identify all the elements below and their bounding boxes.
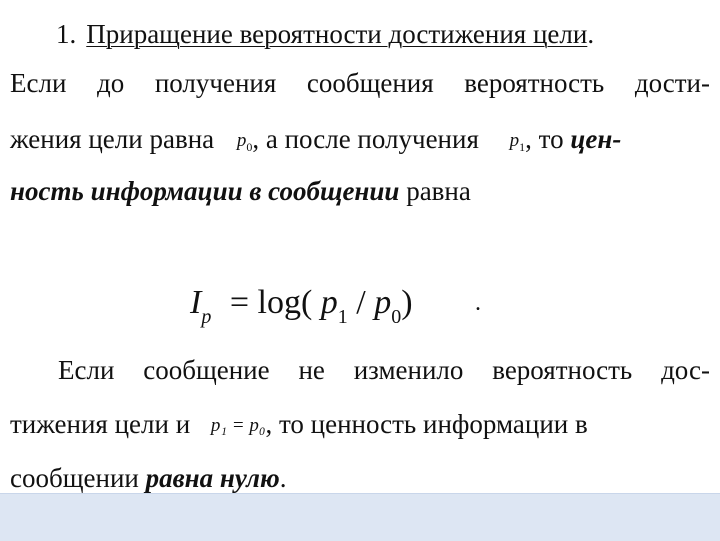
word: сообщения <box>306 68 434 98</box>
paragraph-2-line-1 <box>58 353 710 387</box>
paragraph-2-line-3 <box>10 461 710 495</box>
word: получения <box>154 68 277 98</box>
footer-band <box>0 493 720 541</box>
heading-text: Приращение вероятности достижения цели <box>86 19 588 49</box>
formula-subscript: 0 <box>391 306 402 328</box>
formula-subscript: 1 <box>337 306 348 328</box>
paragraph-1-line-3 <box>10 174 710 208</box>
formula-dot: . <box>475 290 481 316</box>
paragraph-1-line-1 <box>10 66 710 100</box>
formula-log: log( <box>257 284 313 321</box>
word: вероятность <box>464 68 605 98</box>
emphasis-text: ность информации в сообщении <box>10 176 400 206</box>
paragraph-1-line-2 <box>10 122 710 166</box>
word: не <box>298 355 325 385</box>
text-segment: тижения цели и <box>10 409 191 439</box>
formula-symbol: I <box>190 284 202 321</box>
text-segment: , а после получения <box>252 124 479 154</box>
paragraph-2-line-2 <box>10 407 710 445</box>
heading-period: . <box>587 19 595 49</box>
text-segment: жения цели равна <box>10 124 215 154</box>
word: сообщение <box>143 355 270 385</box>
word: Если <box>58 355 115 385</box>
formula-slash: / <box>356 284 366 321</box>
formula-paren: ) <box>401 284 413 321</box>
emphasis-text: цен- <box>570 124 622 154</box>
text-segment: равна <box>399 176 471 206</box>
word: вероятность <box>492 355 633 385</box>
formula-symbol: p <box>374 284 392 321</box>
formula-symbol: p <box>320 284 338 321</box>
condition-expression: p₁ = p₀ <box>210 415 266 436</box>
word: дости- <box>634 68 710 98</box>
heading-number: 1. <box>56 19 77 49</box>
formula-equals: = <box>229 284 250 321</box>
text-segment: , то ценность информации в <box>265 409 588 439</box>
word: изменило <box>353 355 464 385</box>
formula <box>190 283 481 337</box>
section-heading <box>10 17 710 51</box>
text-segment: , то <box>525 124 564 154</box>
text-segment: . <box>279 463 287 493</box>
formula-subscript: p <box>201 306 212 328</box>
text-segment: сообщении <box>10 463 139 493</box>
variable-p1: $p_1$ <box>509 130 526 154</box>
variable-p0: $p_0$ <box>236 130 253 154</box>
word: Если <box>10 68 67 98</box>
word: до <box>96 68 125 98</box>
word: дос- <box>661 355 710 385</box>
emphasis-text: равна нулю <box>145 463 280 493</box>
